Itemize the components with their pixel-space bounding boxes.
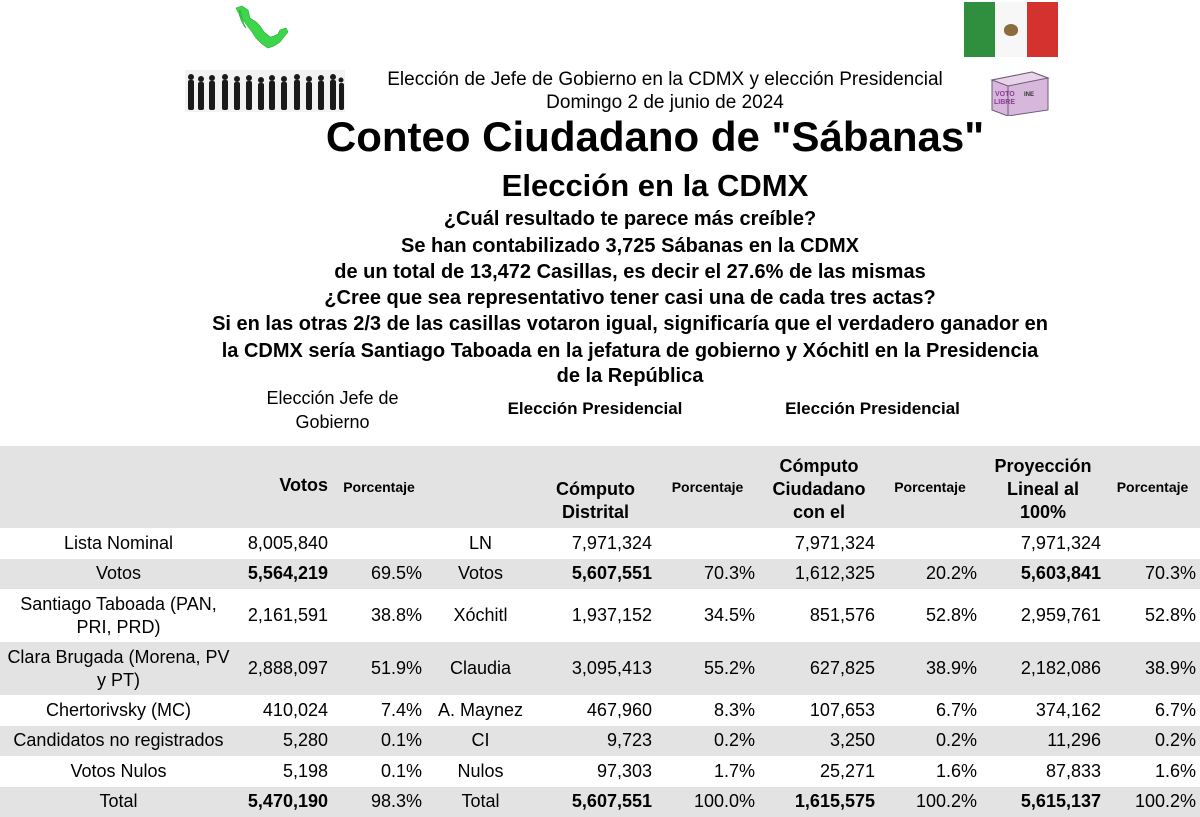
cell-votos: 2,161,591 <box>247 605 328 625</box>
cell-votos: 410,024 <box>262 699 328 720</box>
cell-proyeccion: 87,833 <box>1045 760 1101 781</box>
table-row-total <box>0 787 1200 817</box>
cell-pct <box>879 528 981 559</box>
row-label: Votos <box>0 559 237 590</box>
cell-pct: 100.0% <box>656 787 759 817</box>
svg-text:VOTO: VOTO <box>995 91 1015 98</box>
results-table <box>0 446 1200 817</box>
header-computo-ciudadano: Cómputo Ciudadano con el <box>759 446 879 528</box>
cell-distrital: 467,960 <box>586 699 652 720</box>
cell-pct: 8.3% <box>713 699 755 720</box>
cell-distrital: 7,971,324 <box>571 532 652 553</box>
cell-ciudadano: 3,250 <box>759 726 879 757</box>
cell-proyeccion: 2,182,086 <box>981 642 1105 695</box>
cell-pct: 52.8% <box>1144 605 1196 625</box>
header-blank <box>0 446 237 528</box>
section-presidencial-ciudadano: Elección Presidencial <box>785 399 960 418</box>
row-label-presidencial: Xóchitl <box>453 605 508 625</box>
cell-proyeccion: 7,971,324 <box>1020 532 1101 553</box>
cell-pct: 1.6% <box>935 760 977 781</box>
row-label: Total <box>0 787 237 817</box>
cell-ciudadano: 851,576 <box>809 605 875 625</box>
header-line-2: Domingo 2 de junio de 2024 <box>546 92 784 113</box>
cell-votos: 5,470,190 <box>237 787 332 817</box>
cell-pct: 7.4% <box>380 699 422 720</box>
table-row <box>0 726 1200 757</box>
header-porcentaje: Porcentaje <box>1105 446 1200 528</box>
row-label-presidencial: Votos <box>426 559 535 590</box>
cell-ciudadano: 1,612,325 <box>759 559 879 590</box>
row-label-presidencial: A. Maynez <box>437 699 524 720</box>
header-votos: Votos <box>237 446 332 528</box>
row-label-presidencial: Nulos <box>457 760 504 781</box>
table-row <box>0 642 1200 695</box>
table-row <box>0 756 1200 787</box>
header-proyeccion: Proyección Lineal al 100% <box>981 446 1105 528</box>
cell-proyeccion: 11,296 <box>981 726 1105 757</box>
cell-pct <box>332 528 426 559</box>
table-row <box>0 589 1200 642</box>
cell-distrital: 3,095,413 <box>535 642 656 695</box>
cell-votos: 2,888,097 <box>237 642 332 695</box>
header-porcentaje: Porcentaje <box>879 446 981 528</box>
cell-pct: 1.7% <box>713 760 755 781</box>
cell-ciudadano: 1,615,575 <box>759 787 879 817</box>
cell-votos: 5,564,219 <box>237 559 332 590</box>
mexico-map-icon <box>234 4 290 50</box>
svg-text:INE: INE <box>1024 92 1035 98</box>
table-row <box>0 528 1200 559</box>
cell-pct: 100.2% <box>1105 787 1200 817</box>
cell-distrital: 5,607,551 <box>535 559 656 590</box>
cell-distrital: 97,303 <box>596 760 652 781</box>
cell-pct: 6.7% <box>1154 699 1196 720</box>
cell-pct: 38.9% <box>1105 642 1200 695</box>
row-label: Chertorivsky (MC) <box>45 699 191 720</box>
question-line: ¿Cree que sea representativo tener casi una de cada tres actas? <box>324 287 936 309</box>
question-line: la CDMX sería Santiago Taboada en la jefatura de gobierno y Xóchitl en la Presidencia <box>221 340 1039 362</box>
row-label: Clara Brugada (Morena, PV y PT) <box>0 642 237 695</box>
cell-votos: 5,280 <box>237 726 332 757</box>
cell-ciudadano: 25,271 <box>819 760 875 781</box>
cell-pct: 34.5% <box>703 605 755 625</box>
header-computo-distrital: Cómputo Distrital <box>535 446 656 528</box>
row-label: Santiago Taboada (PAN, PRI, PRD) <box>20 593 217 637</box>
cell-proyeccion: 374,162 <box>1035 699 1101 720</box>
row-label-presidencial: CI <box>426 726 535 757</box>
cell-distrital: 1,937,152 <box>571 605 652 625</box>
page-title: Conteo Ciudadano de "Sábanas" <box>325 113 985 160</box>
cell-pct: 55.2% <box>656 642 759 695</box>
cell-pct: 1.6% <box>1154 760 1196 781</box>
cell-votos: 5,198 <box>282 760 328 781</box>
cell-ciudadano: 7,971,324 <box>794 532 875 553</box>
cell-pct <box>1105 528 1200 559</box>
question-line: Se han contabilizado 3,725 Sábanas en la CDMX <box>401 235 859 257</box>
question-line: de la República <box>556 365 704 387</box>
section-jefe-gobierno: Elección Jefe de Gobierno <box>266 388 399 432</box>
question-line: ¿Cuál resultado te parece más creíble? <box>443 208 817 230</box>
cell-pct: 70.3% <box>656 559 759 590</box>
cell-proyeccion: 2,959,761 <box>1020 605 1101 625</box>
cell-pct: 20.2% <box>879 559 981 590</box>
table-row <box>0 695 1200 726</box>
cell-pct: 51.9% <box>332 642 426 695</box>
page-subtitle: Elección en la CDMX <box>501 168 809 203</box>
header-porcentaje: Porcentaje <box>656 446 759 528</box>
row-label-presidencial: LN <box>468 532 492 553</box>
cell-distrital: 5,607,551 <box>535 787 656 817</box>
cell-pct: 70.3% <box>1105 559 1200 590</box>
table-row <box>0 559 1200 590</box>
cell-pct: 69.5% <box>332 559 426 590</box>
cell-proyeccion: 5,603,841 <box>981 559 1105 590</box>
svg-text:LIBRE: LIBRE <box>994 99 1015 106</box>
cell-ciudadano: 107,653 <box>809 699 875 720</box>
row-label: Votos Nulos <box>70 760 167 781</box>
cell-pct: 0.2% <box>1105 726 1200 757</box>
cell-pct: 0.1% <box>332 726 426 757</box>
cell-proyeccion: 5,615,137 <box>981 787 1105 817</box>
cell-pct: 6.7% <box>935 699 977 720</box>
cell-pct: 0.2% <box>656 726 759 757</box>
header-porcentaje: Porcentaje <box>332 446 426 528</box>
cell-votos: 8,005,840 <box>247 532 328 553</box>
table-header-row <box>0 446 1200 528</box>
question-line: Si en las otras 2/3 de las casillas votaron igual, significaría que el verdadero ganador en <box>212 313 1048 335</box>
cell-ciudadano: 627,825 <box>759 642 879 695</box>
cell-pct: 38.9% <box>879 642 981 695</box>
row-label-presidencial: Total <box>426 787 535 817</box>
row-label: Candidatos no registrados <box>0 726 237 757</box>
cell-pct: 52.8% <box>925 605 977 625</box>
cell-pct <box>656 528 759 559</box>
cell-pct: 0.1% <box>380 760 422 781</box>
cell-pct: 38.8% <box>370 605 422 625</box>
mexico-flag-icon <box>964 2 1058 57</box>
question-line: de un total de 13,472 Casillas, es decir el 27.6% de las mismas <box>334 261 926 283</box>
row-label-presidencial: Claudia <box>426 642 535 695</box>
section-presidencial-distrital: Elección Presidencial <box>507 399 683 418</box>
header-line-1: Elección de Jefe de Gobierno en la CDMX y elección Presidencial <box>387 69 943 90</box>
cell-pct: 0.2% <box>879 726 981 757</box>
cell-pct: 100.2% <box>879 787 981 817</box>
cell-distrital: 9,723 <box>535 726 656 757</box>
cell-pct: 98.3% <box>332 787 426 817</box>
header-blank <box>426 446 535 528</box>
row-label: Lista Nominal <box>63 532 174 553</box>
